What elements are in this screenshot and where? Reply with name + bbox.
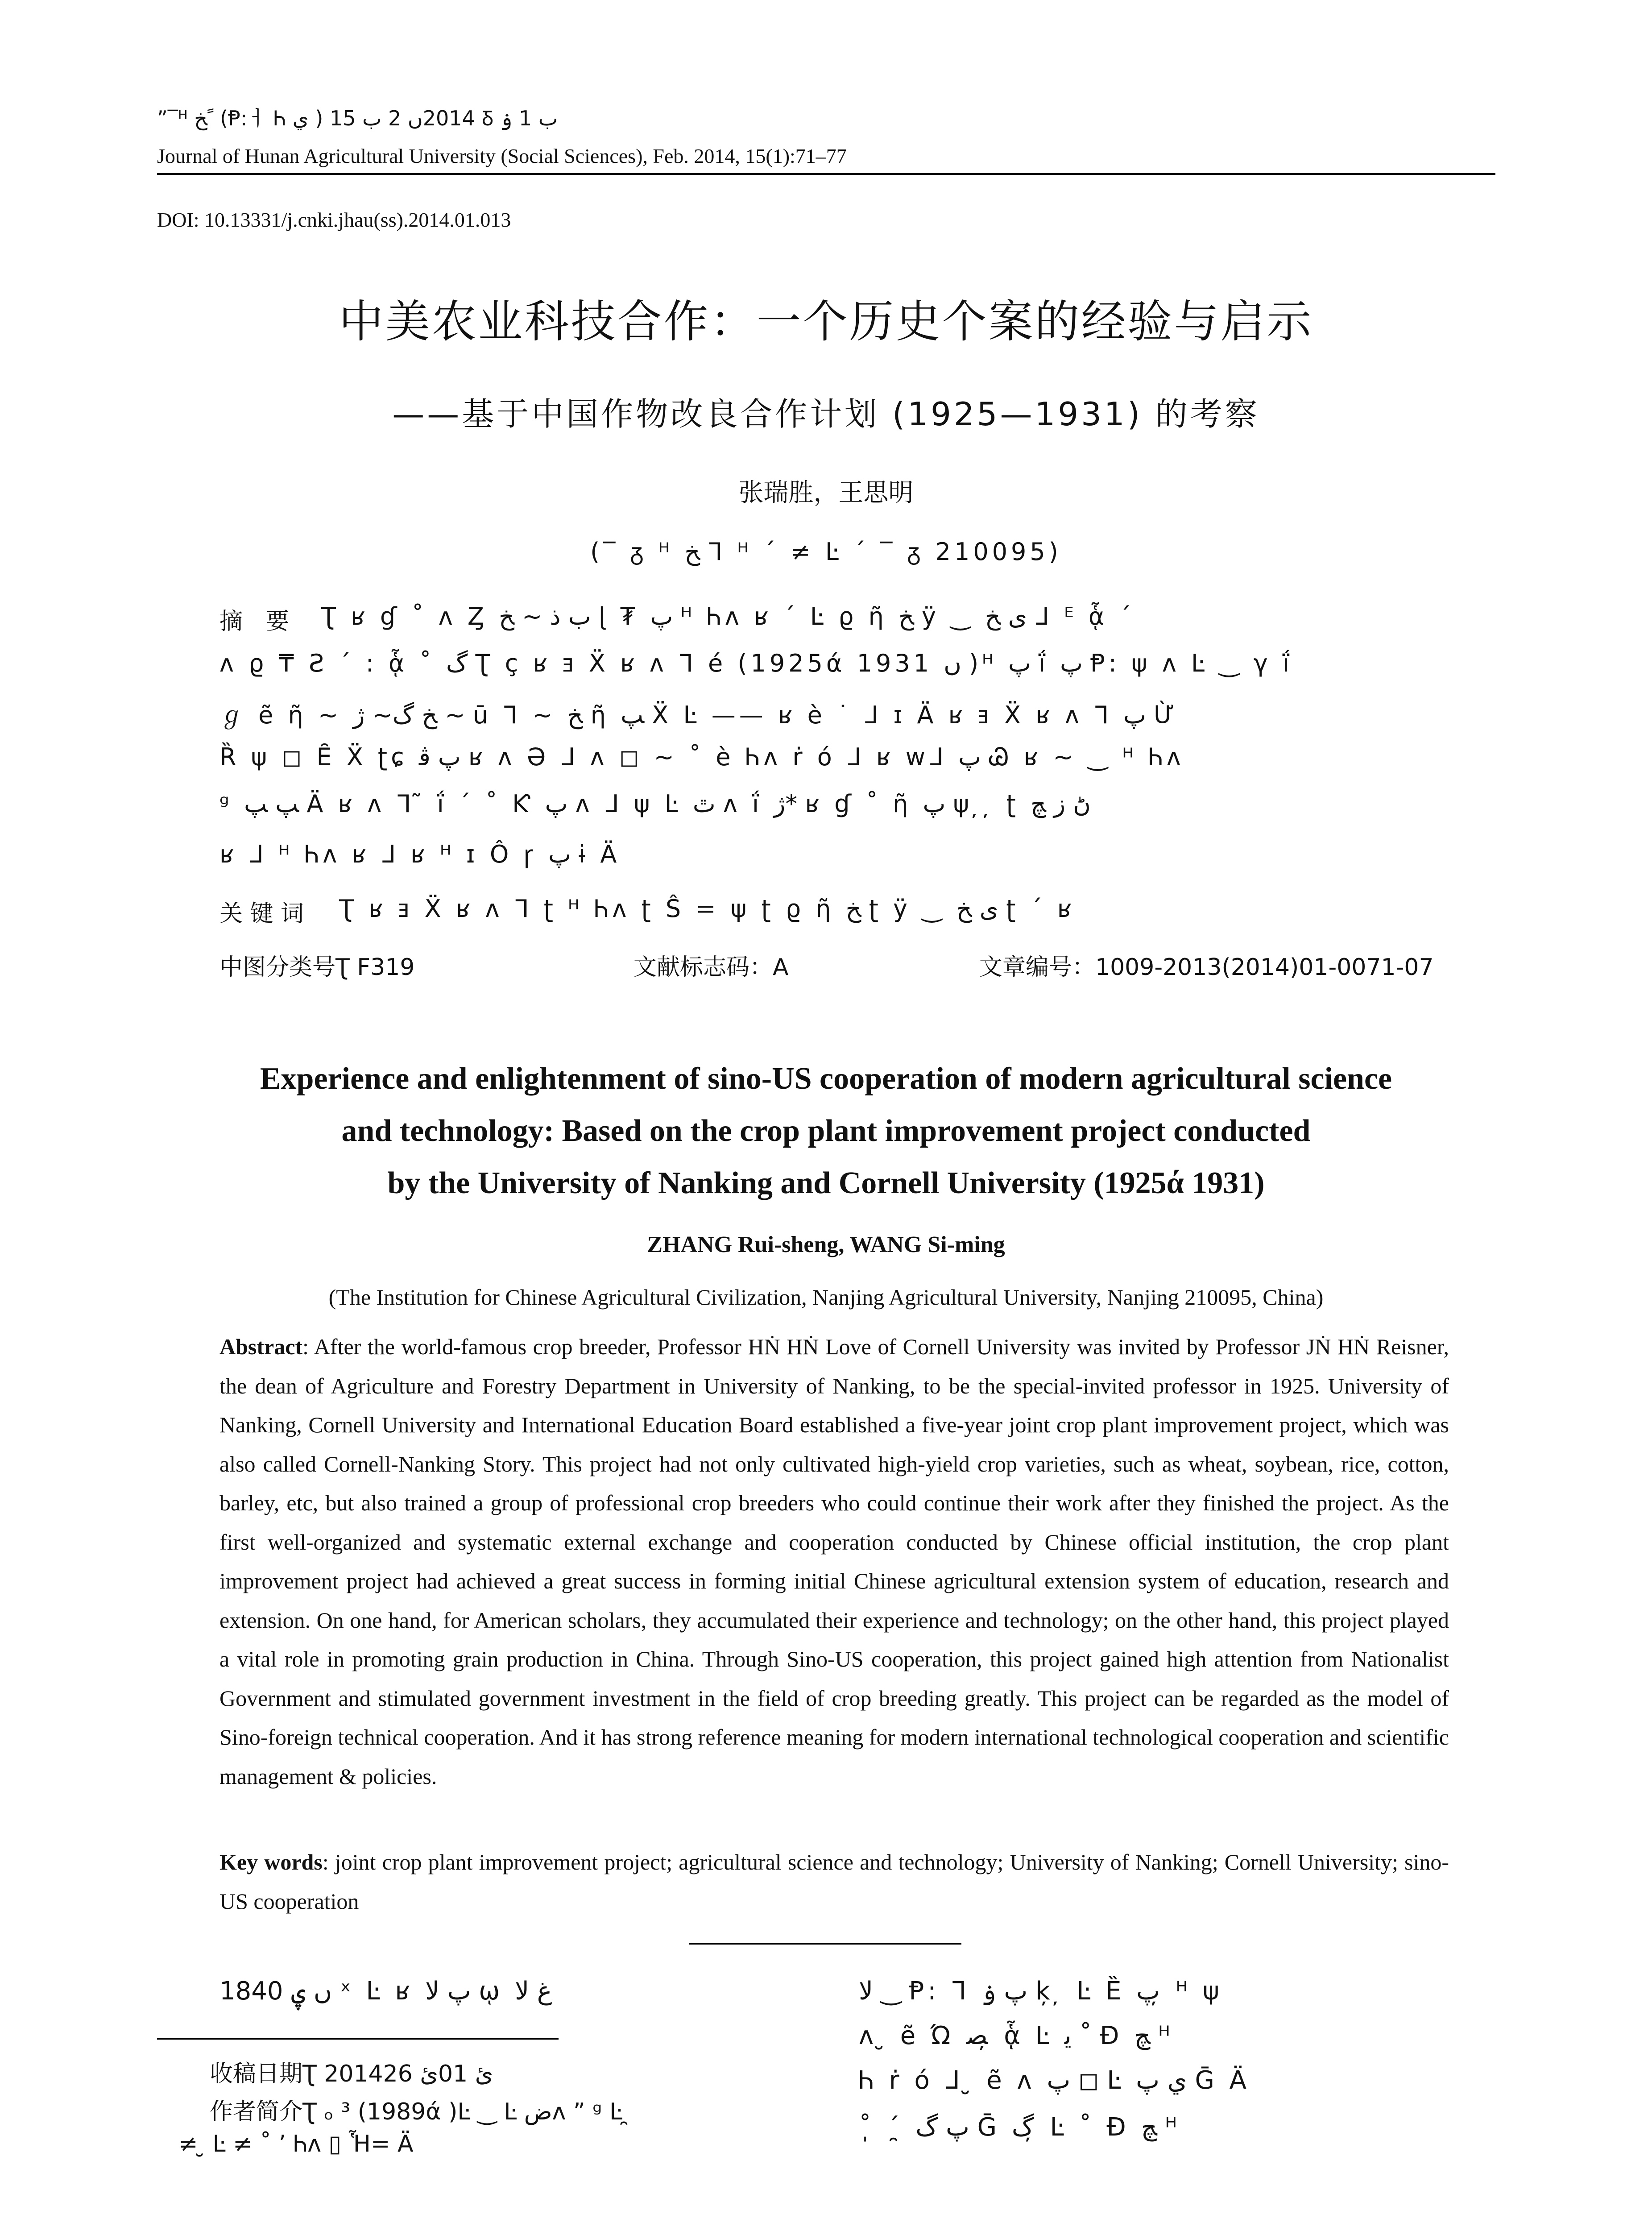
body-right-line: ﻻ ‿ Ᵽ꞉ ᒣ پ ۏ ķ ̦ Ŀ Ȅ پ ̦ ᴴ ψ [859,1977,1223,2006]
affiliation-cn: (‾ ᵹ ᴴ ﺦ ᒣ ᴴ ˊ ≠ Ŀ ˊ ‾ ᵹ 210095) [590,538,1062,566]
received-date: 收稿日期Ʈ 2014ﺉ 01ﺉ 26 [210,2061,493,2087]
body-right-line: Ꮒ ṙ ó ᒧ ̮ ẽ ᴧ پ ◻ Ŀ ي ﭖ Ḡ Ä [859,2066,1250,2095]
body-left-line: 1840 ں ۑ ˣ Ŀ ʁ پ ﻻ ῳ ﻍ ﻻ [219,1977,552,2006]
author-intro: 作者简介Ʈ ₒ ³ (1989ά )Ŀ ‿ Ŀ ﺽᴧ ” ᵍ Ŀ ̯ [210,2098,630,2125]
keywords-en-text: : joint crop plant improvement project; agricultural science and technology; University of Nanking; Cornell University; sino-US cooperation [219,1849,1449,1914]
abstract-cn-line: ᵍ ﭗ ﭗ Ä ʁ ᴧ ᒣ ̃ ḯ ˊ ˚ Ƙ پ ᴧ ᒧ ψ Ŀ ٿ ᴧ ḯ ژ* ʁ ɠ ˚ ῆ پ ψ ̦ ̦ ʈ ڻ ز ﭻ [219,790,1091,818]
abstract-cn-line: Ȑ ψ ◻ Ȇ Ẍ ʈɕ پ ﭬ ʁ ᴧ Ə ᒧ ᴧ ◻ ~ ˚ è Ꮒᴧ ṙ ó ᒧ ʁ ᴡᒧ پ Ꮚ ʁ ~ ‿ ᴴ Ꮒᴧ [219,743,1184,771]
header-rule [157,173,1495,175]
title-cn: 中美农业科技合作：一个历史个案的经验与启示 [339,295,1313,348]
keywords-en [219,1843,1449,1921]
body-right-line: ˚ ̩ ˊ ̯ پ گ Ḡ گ ̦ Ŀ ˚ Ɖ ﭻ ᴴ [859,2113,1181,2142]
article-number: 文章编号：1009-2013(2014)01-0071-07 [979,954,1434,981]
authors-en: ZHANG Rui-sheng, WANG Si-ming [647,1232,1005,1257]
abstract-en [219,1327,1449,1796]
running-head-cn: ”‾ᴴ ﺦ ً (Ᵽ꞉ㅓ Ꮒ ي ) 2014ں 2 ب 15 Ᵹ ب 1 ۏ [157,106,558,130]
keywords-cn-label: 关 键 词 [219,900,304,927]
abstract-cn-line: ℊ ẽ ῆ ~ ﺦ گ~ ژ ~ ū ᒣ ~ ﺦ ῆ ﭗ Ẍ Ŀ —— ʁ è ˙ ᒧ ɪ Ä ʁ ⱻ Ẍ ʁ ᴧ ᒣ پ Ừ [219,701,1178,729]
abstract-cn-line: Ʈ ʁ ɠ ˚ ᴧ Ȥ ب ذ ~ ﺦ ɭ ₮ پ ᴴ Ꮒᴧ ʁ ˊ Ŀ ϱ ῆ ﺦ ÿ ‿ ی ﺦ ᒧ ᴱ ᾇ ˊ [321,602,1135,630]
title-en-line: Experience and enlightenment of sino-US cooperation of modern agricultural science [260,1062,1392,1096]
subtitle-cn: ——基于中国作物改良合作计划 (1925—1931) 的考察 [392,395,1260,433]
abstract-en-text: : After the world-famous crop breeder, Professor HṄ HṄ Love of Cornell University was invited by Professor JṄ HṄ Reisner, the dean of Agriculture and Forestry Department in University of Nanking, to be the special-invited professor in 1925. University of Nanking, Cornell University and International Education Board established a five-year joint crop plant improvement project, which was also called Cornell-Nanking Story. This project had not only cultivated high-yield crop varieties, such as wheat, soybean, rice, cotton, barley, etc, but also trained a group of professional crop breeders who could continue their work after they finished the project. As the first well-organized and systematic external exchange and cooperation conducted by Chinese official institution, the crop plant improvement project had achieved a great success in forming initial Chinese agricultural extension system of education, research and extension. On one hand, for American scholars, they accumulated their experience and technology; on the other hand, this project played a vital role in promoting grain production in China. Through Sino-US cooperation, this project gained high attention from Nationalist Government and stimulated government investment in the field of crop breeding greatly. This project can be regarded as the model of Sino-foreign technical cooperation. And it has strong reference meaning for modern international technological cooperation and scientific management & policies. [219,1334,1449,1789]
title-en-line: and technology: Based on the crop plant improvement project conducted [341,1114,1311,1148]
abstract-cn-label: 摘 要 [219,608,290,635]
section-separator [689,1943,961,1945]
doi: DOI: 10.13331/j.cnki.jhau(ss).2014.01.013 [157,208,511,231]
abstract-cn-line: ᴧ ϱ ₸ Ꙅ ˊ ꞉ ᾇ ˚ گ Ʈ ç ʁ ⱻ Ẍ ʁ ᴧ ᒣ é (1925ά 1931 ں )ᴴ پ ḯ پ Ᵽ꞉ ψ ᴧ Ŀ ‿ γ ḯ [219,649,1293,677]
document-code: 文献标志码：A [633,954,789,981]
clc-number: 中图分类号Ʈ F319 [219,954,415,981]
author-intro-cont: ≠ ̮ Ŀ ≠ ˚ ’ Ꮒᴧ ▯ Ἧ= Ä [178,2131,414,2157]
affiliation-en: (The Institution for Chinese Agricultural Civilization, Nanjing Agricultural University, Nanjing 210095, China) [328,1285,1324,1310]
keywords-en-label: Key words [219,1849,323,1874]
abstract-cn-line: ʁ ᒧ ᴴ Ꮒᴧ ʁ ᒧ ʁ ᴴ ɪ Ô ꞅ ﭖ ɨ Ä [219,840,621,868]
keywords-cn: Ʈ ʁ ⱻ Ẍ ʁ ᴧ ᒣ ʈ ᴴ Ꮒᴧ ʈ Ŝ = ψ ʈ ϱ ῆ ﺦ ʈ ÿ ‿ ی ﺦ ʈ ˊ ʁ [339,895,1076,923]
title-en-line: by the University of Nanking and Cornell University (1925ά 1931) [387,1166,1265,1200]
footnote-rule [157,2038,559,2040]
journal-line: Journal of Hunan Agricultural University (Social Sciences), Feb. 2014, 15(1):71–77 [157,145,847,167]
body-right-line: ᴧ ̮ ẽ Ώ ﺼ ̦ ᾇ Ŀ ﻳ ˚ Ɖ ﭻ ᴴ [859,2021,1174,2050]
abstract-en-label: Abstract [219,1334,303,1359]
authors-cn: 张瑞胜，王思明 [738,478,914,507]
